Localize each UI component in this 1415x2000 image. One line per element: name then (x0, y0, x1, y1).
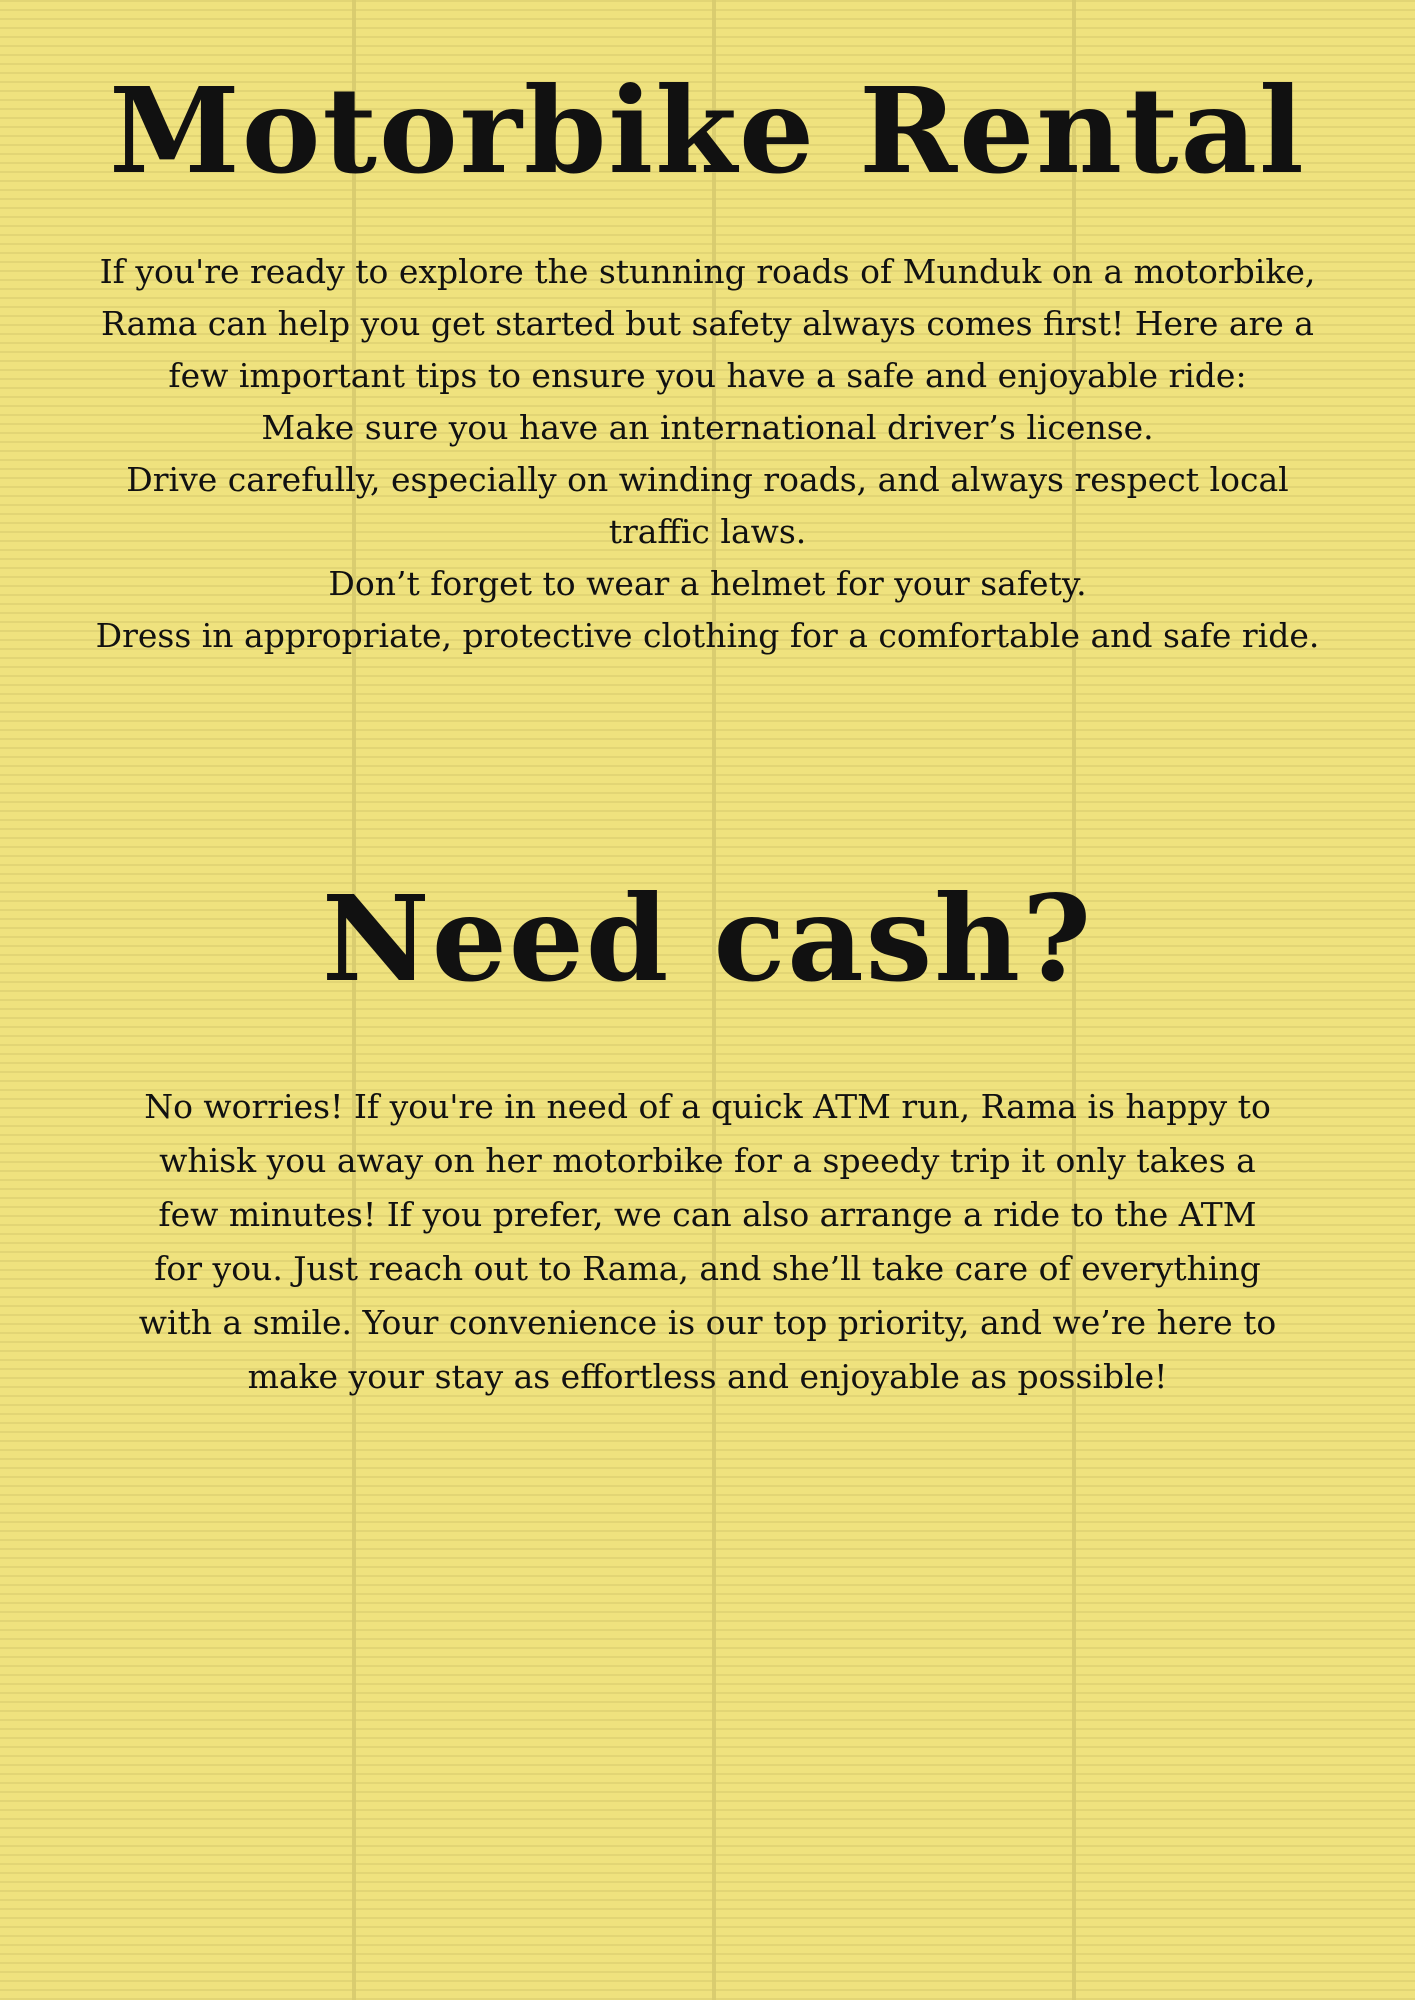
tip-helmet: Don’t forget to wear a helmet for your safety. (328, 564, 1087, 603)
tip-clothing: Dress in appropriate, protective clothing for a comfortable and safe ride. (95, 616, 1320, 655)
tip-license: Make sure you have an international driver’s license. (261, 408, 1154, 447)
tip-drive-carefully: Drive carefully, especially on winding roads, and always respect local traffic laws. (126, 460, 1289, 551)
need-cash-body: No worries! If you're in need of a quick ATM run, Rama is happy to whisk you away on her motorbike for a speedy trip it only takes a few minutes! If you prefer, we can also arrange a ride to the ATM for you. Just reach out to Rama, and she’ll take care of everything with a smile. Your convenience is our top priority, and we’re here to make your stay as effortless and enjoyable as possible! (138, 1087, 1277, 1396)
motorbike-rental-intro: If you're ready to explore the stunning roads of Munduk on a motorbike, Rama can help you get started but safety always comes first! Here are a few important tips to ensure you have a safe and enjoyable ride: (99, 252, 1316, 395)
motorbike-rental-heading: Motorbike Rental (109, 61, 1306, 200)
motorbike-rental-section (80, 246, 1335, 662)
need-cash-heading: Need cash? (321, 869, 1094, 1008)
